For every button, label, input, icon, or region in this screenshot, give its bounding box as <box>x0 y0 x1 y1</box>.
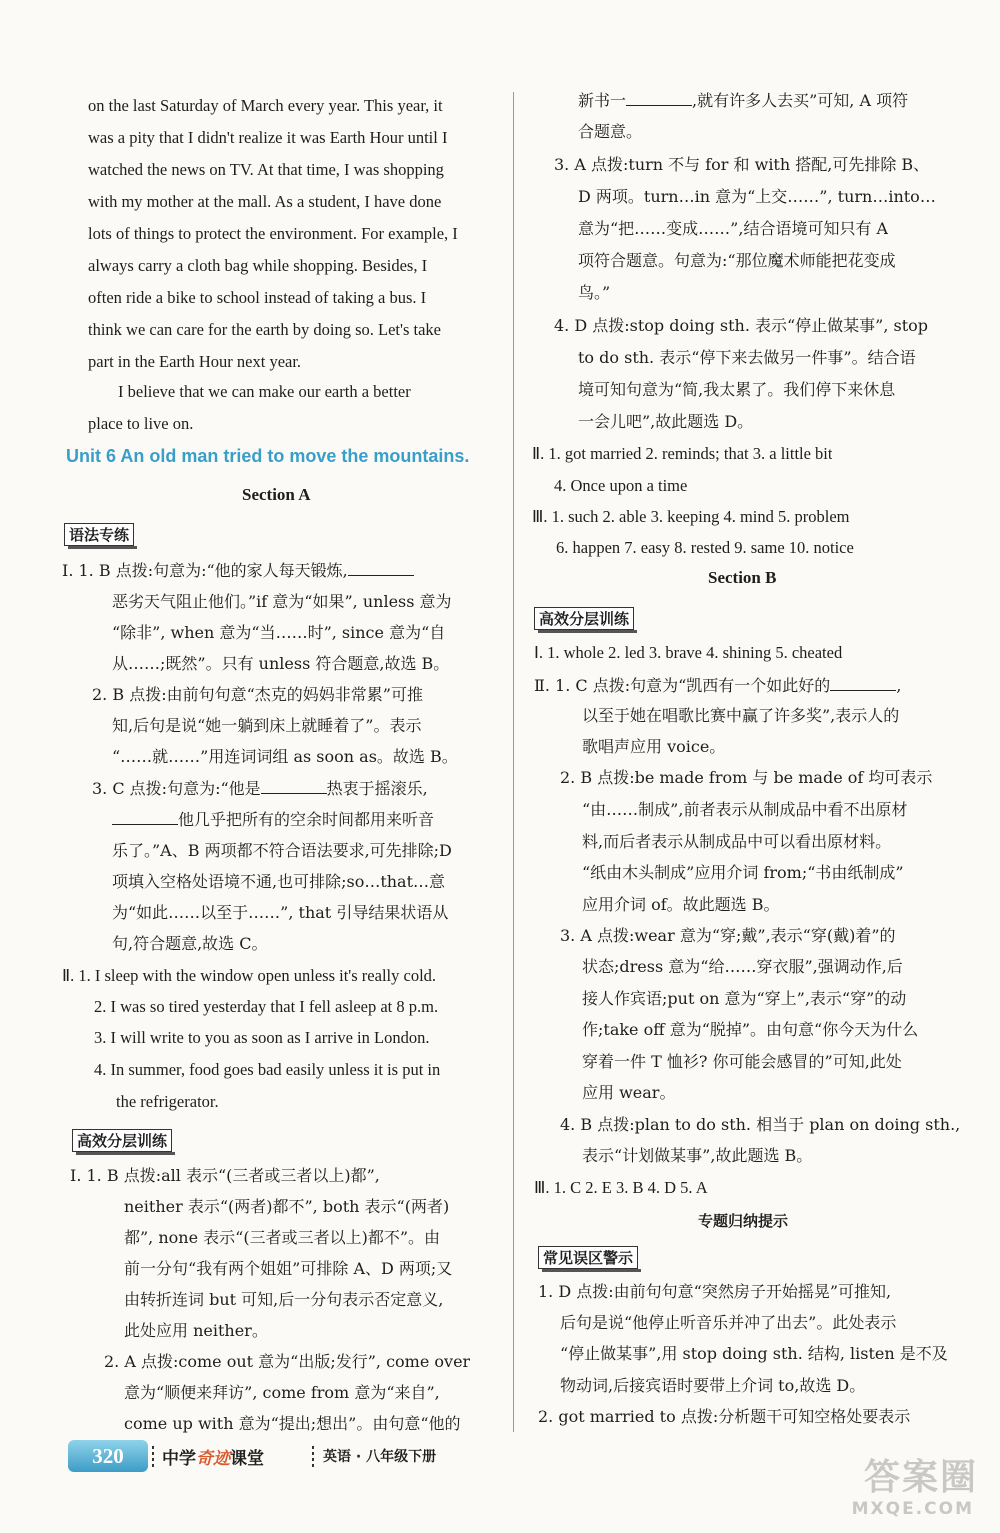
passage-line: on the last Saturday of March every year. This year, it <box>88 96 443 115</box>
answer-line: 意为“顺便来拜访”, come from 意为“来自”, <box>124 1383 440 1402</box>
answer-line: 从……;既然”。只有 unless 符合题意,故选 B。 <box>112 654 450 673</box>
answer-line: 3. A 点拨:wear 意为“穿;戴”,表示“穿(戴)着”的 <box>560 926 896 945</box>
answer-line: 4. In summer, food goes bad easily unless it is put in <box>94 1060 441 1079</box>
subject-grade: 英语 · 八年级下册 <box>323 1449 437 1465</box>
answer-line: Ⅰ. 1. B 点拨:all 表示“(三者或三者以上)都”, <box>70 1166 380 1185</box>
answer-line: 一会儿吧”,故此题选 D。 <box>578 412 754 431</box>
answer-line: 2. B 点拨:由前句句意“杰克的妈妈非常累”可推 <box>92 685 423 704</box>
answer-line: 物动词,后接宾语时要带上介词 to,故选 D。 <box>560 1376 866 1395</box>
answer-line: 3. A 点拨:turn 不与 for 和 with 搭配,可先排除 B、 <box>554 155 930 174</box>
answer-line: Ⅱ. 1. C 点拨:句意为“凯西有一个如此好的 , <box>534 676 902 695</box>
answer-line: 知,后句是说“她一躺到床上就睡着了”。表示 <box>112 716 422 735</box>
passage-line: think we can care for the earth by doing so. Let's take <box>88 320 442 339</box>
answer-line: 2. A 点拨:come out 意为“出版;发行”, come over <box>104 1352 471 1371</box>
answer-line: 2. I was so tired yesterday that I fell asleep at 8 p.m. <box>94 997 439 1016</box>
answer-line: Ⅰ. 1. whole 2. led 3. brave 4. shining 5. cheated <box>534 643 843 662</box>
watermark-logo-text: 答案圈 <box>863 1457 978 1498</box>
answer-line: 歌唱声应用 voice。 <box>582 737 726 756</box>
passage-line: watched the news on TV. At that time, I was shopping <box>88 160 444 179</box>
section-a-title: Section A <box>242 485 311 504</box>
answer-line: Ⅲ. 1. such 2. able 3. keeping 4. mind 5. problem <box>532 507 850 526</box>
answer-line: 作;take off 意为“脱掉”。由句意“你今天为什么 <box>582 1020 919 1039</box>
answer-line: 3. I will write to you as soon as I arrive in London. <box>94 1028 430 1047</box>
page-number: 320 <box>68 1440 148 1472</box>
answer-line: “纸由木头制成”应用介词 from;“书由纸制成” <box>582 863 904 882</box>
section-b-title: Section B <box>708 568 777 587</box>
passage-line: with my mother at the mall. As a student, I have done <box>88 192 442 211</box>
passage-line: lots of things to protect the environment. For example, I <box>88 224 458 243</box>
answer-line: Ⅱ. 1. I sleep with the window open unless it's really cold. <box>62 966 437 985</box>
answer-line: 2. B 点拨:be made from 与 be made of 均可表示 <box>560 768 933 787</box>
watermark-logo <box>818 1449 978 1519</box>
fill-blank <box>830 676 896 691</box>
answer-line: 后句是说“他停止听音乐并冲了出去”。此处表示 <box>560 1313 897 1332</box>
passage-line: part in the Earth Hour next year. <box>88 352 302 371</box>
answer-line: Ⅱ. 1. got married 2. reminds; that 3. a little bit <box>532 444 833 463</box>
answer-line: Ⅰ. 1. B 点拨:句意为:“他的家人每天锻炼, <box>62 561 414 583</box>
passage-line: was a pity that I didn't realize it was Earth Hour until I <box>88 128 448 147</box>
passage-line: place to live on. <box>88 414 194 433</box>
unit-title: Unit 6 An old man tried to move the mountains. <box>66 446 470 466</box>
fill-blank <box>626 91 692 106</box>
footer-separator <box>152 1446 154 1468</box>
page-footer <box>68 1440 488 1476</box>
answer-line: 恶劣天气阻止他们。”if 意为“如果”, unless 意为 <box>112 592 452 611</box>
answer-line: 他几乎把所有的空余时间都用来听音 <box>112 810 434 832</box>
answer-line: 4. B 点拨:plan to do sth. 相当于 plan on doing sth., <box>560 1115 961 1134</box>
fill-blank <box>348 561 414 576</box>
answer-line: 项符合题意。句意为:“那位魔术师能把花变成 <box>578 251 896 270</box>
answer-line: D 两项。turn…in 意为“上交……”, turn…into… <box>578 187 936 206</box>
answer-line: 鸟。” <box>578 283 611 302</box>
answer-line: 料,而后者表示从制成品中可以看出原材料。 <box>582 832 892 851</box>
answer-line: 1. D 点拨:由前句句意“突然房子开始摇晃”可推知, <box>538 1282 892 1301</box>
watermark-url: MXQE.COM <box>851 1499 974 1519</box>
answer-line: 意为“把……变成……”,结合语境可知只有 A <box>578 219 889 238</box>
passage-line: I believe that we can make our earth a better <box>118 382 411 401</box>
answer-line: 应用 wear。 <box>582 1083 676 1102</box>
answer-line: 接人作宾语;put on 意为“穿上”,表示“穿”的动 <box>582 989 907 1008</box>
fill-blank <box>261 779 327 794</box>
answer-line: 2. got married to 点拨:分析题干可知空格处要表示 <box>538 1407 911 1426</box>
answer-line: 新书一 ,就有许多人去买”可知, A 项符 <box>578 91 909 110</box>
answer-line: 表示“计划做某事”,故此题选 B。 <box>582 1146 813 1165</box>
answer-line: 穿着一件 T 恤衫? 你可能会感冒的”可知,此处 <box>582 1052 902 1071</box>
fill-blank <box>112 810 178 825</box>
answer-line: “……就……”用连词词组 as soon as。故选 B。 <box>112 747 458 766</box>
answer-line: 前一分句“我有两个姐姐”可排除 A、D 两项;又 <box>124 1259 453 1278</box>
answer-line: 4. D 点拨:stop doing sth. 表示“停止做某事”, stop <box>554 316 929 335</box>
answer-line: 状态;dress 意为“给……穿衣服”,强调动作,后 <box>582 957 903 976</box>
answer-line: 项填入空格处语境不通,也可排除;so…that…意 <box>112 872 446 891</box>
answer-line: 6. happen 7. easy 8. rested 9. same 10. notice <box>556 538 854 557</box>
answer-line: 乐了。”A、B 两项都不符合语法要求,可先排除;D <box>112 841 452 860</box>
answer-line: 4. Once upon a time <box>554 476 688 495</box>
answer-line: come up with 意为“提出;想出”。由句意“他的 <box>124 1414 461 1433</box>
answer-line: 由转折连词 but 可知,后一分句表示否定意义, <box>124 1290 444 1309</box>
answer-line: Ⅲ. 1. C 2. E 3. B 4. D 5. A <box>534 1178 708 1197</box>
answer-line: 以至于她在唱歌比赛中赢了许多奖”,表示人的 <box>582 706 900 725</box>
answer-line: 为“如此……以至于……”, that 引导结果状语从 <box>112 903 449 922</box>
answer-line: 句,符合题意,故选 C。 <box>112 934 268 953</box>
grammar-practice-tag: 语法专练 <box>64 523 134 546</box>
topic-summary-title: 专题归纳提示 <box>698 1212 789 1230</box>
answer-line: 应用介词 of。故此题选 B。 <box>582 895 780 914</box>
column-divider <box>513 92 514 1432</box>
answer-line: 合题意。 <box>578 122 643 141</box>
passage-line: often ride a bike to school instead of taking a bus. I <box>88 288 427 307</box>
answer-line: “停止做某事”,用 stop doing sth. 结构, listen 是不及 <box>560 1344 948 1363</box>
book-title: 中学奇迹课堂 <box>162 1449 264 1469</box>
tiered-training-tag: 高效分层训练 <box>534 607 634 630</box>
answer-line: 3. C 点拨:句意为:“他是 热衷于摇滚乐, <box>92 779 428 798</box>
answer-line: the refrigerator. <box>116 1092 219 1111</box>
answer-line: “由……制成”,前者表示从制成品中看不出原材 <box>582 800 908 819</box>
answer-line: to do sth. 表示“停下来去做另一件事”。结合语 <box>578 348 916 367</box>
answer-line: neither 表示“(两者)都不”, both 表示“(两者) <box>124 1197 450 1216</box>
answer-line: 此处应用 neither。 <box>124 1321 268 1340</box>
answer-line: 境可知句意为“简,我太累了。我们停下来休息 <box>578 380 896 399</box>
footer-separator <box>312 1446 314 1468</box>
answer-line: “除非”, when 意为“当……时”, since 意为“自 <box>112 623 446 642</box>
common-mistakes-tag: 常见误区警示 <box>538 1246 638 1269</box>
tiered-training-tag: 高效分层训练 <box>72 1129 172 1152</box>
answer-line: 都”, none 表示“(三者或三者以上)都不”。由 <box>124 1228 440 1247</box>
passage-line: always carry a cloth bag while shopping. Besides, I <box>88 256 428 275</box>
